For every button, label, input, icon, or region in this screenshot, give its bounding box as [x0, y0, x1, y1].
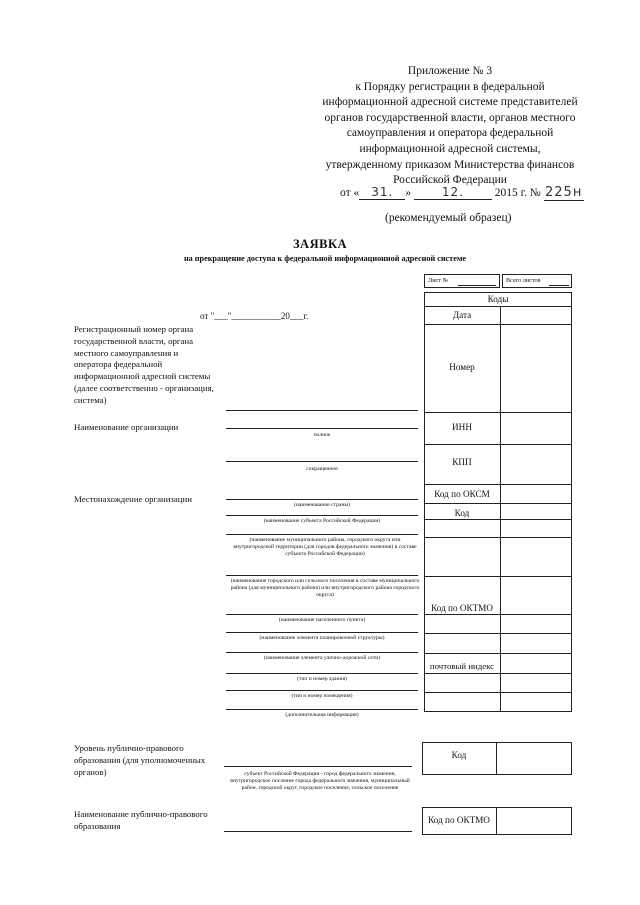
appendix-line: органов государственной власти, органов местного: [324, 111, 576, 124]
inn-code-label: ИНН: [452, 422, 472, 432]
full-name-caption: полное: [313, 432, 331, 438]
reg-number-label: Регистрационный номер органа государственной власти, органа местного самоуправления и оператора федеральной информационной адресной системы (далее соответственно - организация, система): [74, 324, 214, 405]
extra-info-caption: (дополнительная информация): [285, 712, 359, 718]
short-name-caption: сокращенное: [306, 466, 338, 472]
date-line: от "___"___________20___г.: [200, 311, 309, 321]
appendix-line: информационной адресной системе представителей: [322, 96, 578, 109]
kpp-code-label: КПП: [452, 457, 472, 467]
municipal-caption: (наименование муниципального района, городского округа или внутригородской территории (для городов федерального значения) в составе субъекта Российской Федерации): [233, 537, 417, 557]
date-prefix: от «: [340, 187, 360, 199]
order-year: 2015 г. №: [494, 187, 541, 199]
appendix-number: Приложение № 3: [407, 65, 493, 77]
codes-header: Коды: [487, 294, 509, 304]
sheet-number-box[interactable]: [424, 274, 500, 288]
order-day: 31.: [359, 185, 405, 200]
date-quote: »: [405, 187, 411, 199]
public-oktmo-label: Код по ОКТМО: [428, 815, 490, 825]
country-caption: (наименование страны): [294, 502, 350, 508]
building-caption: (тип и номер здания): [297, 676, 347, 682]
location-label: Местонахождение организации: [74, 494, 192, 504]
public-name-label: Наименование публично-правового образования: [74, 809, 208, 831]
sheets-total-box[interactable]: [502, 274, 572, 288]
oksm-code-label: Код по ОКСМ: [434, 489, 490, 499]
appendix-line: информационной адресной системы,: [359, 142, 541, 155]
street-caption: (наименование элемента улично-дорожной сети): [263, 655, 381, 661]
locality-caption: (наименование населенного пункта): [278, 617, 366, 623]
order-month: 12.: [414, 185, 492, 200]
order-date-line: [340, 185, 584, 201]
level-code-label: Код: [451, 750, 467, 760]
sheet-number-label: Лист №: [428, 277, 449, 284]
postal-code-label: почтовый индекс: [429, 661, 495, 671]
sample-note: (рекомендуемый образец): [385, 212, 512, 224]
planning-caption: (наименование элемента планировочной структуры): [259, 635, 385, 641]
subject-code-label: Код: [454, 508, 470, 518]
form-title: ЗАЯВКА: [292, 237, 348, 251]
order-number: 225н: [545, 185, 583, 200]
subject-caption: (наименование субъекта Российской Федерации): [263, 518, 381, 524]
level-caption: субъект Российской Федерации - город федерального значения, внутригородское посление города федерального значения, муниципальный район, городской округ, городское поселение, сельское поселение: [230, 771, 410, 791]
appendix-header: [300, 64, 600, 189]
level-label: Уровень публично-правового образования (для уполномоченных органов): [74, 743, 206, 777]
codes-table: [424, 292, 572, 712]
appendix-line: утвержденному приказом Министерства финансов: [325, 158, 575, 171]
number-code-label: Номер: [449, 362, 475, 372]
oktmo-code-label: Код по ОКТМО: [431, 603, 493, 613]
org-name-label: Наименование организации: [74, 422, 179, 432]
sheets-total-label: Всего листов: [506, 277, 541, 284]
settlement-caption: (наименование городского или сельского поселения в составе муниципального района (для муниципального района) или внутригородского района городского округа): [230, 578, 420, 598]
appendix-line: Российской Федерации: [393, 174, 507, 187]
form-subtitle: на прекращение доступа к федеральной информационной адресной системе: [183, 254, 467, 263]
room-caption: (тип и номер помещения): [291, 693, 353, 699]
date-code-label: Дата: [452, 310, 472, 320]
appendix-line: самоуправления и оператора федеральной: [346, 127, 554, 140]
appendix-line: к Порядку регистрации в федеральной: [355, 80, 545, 93]
